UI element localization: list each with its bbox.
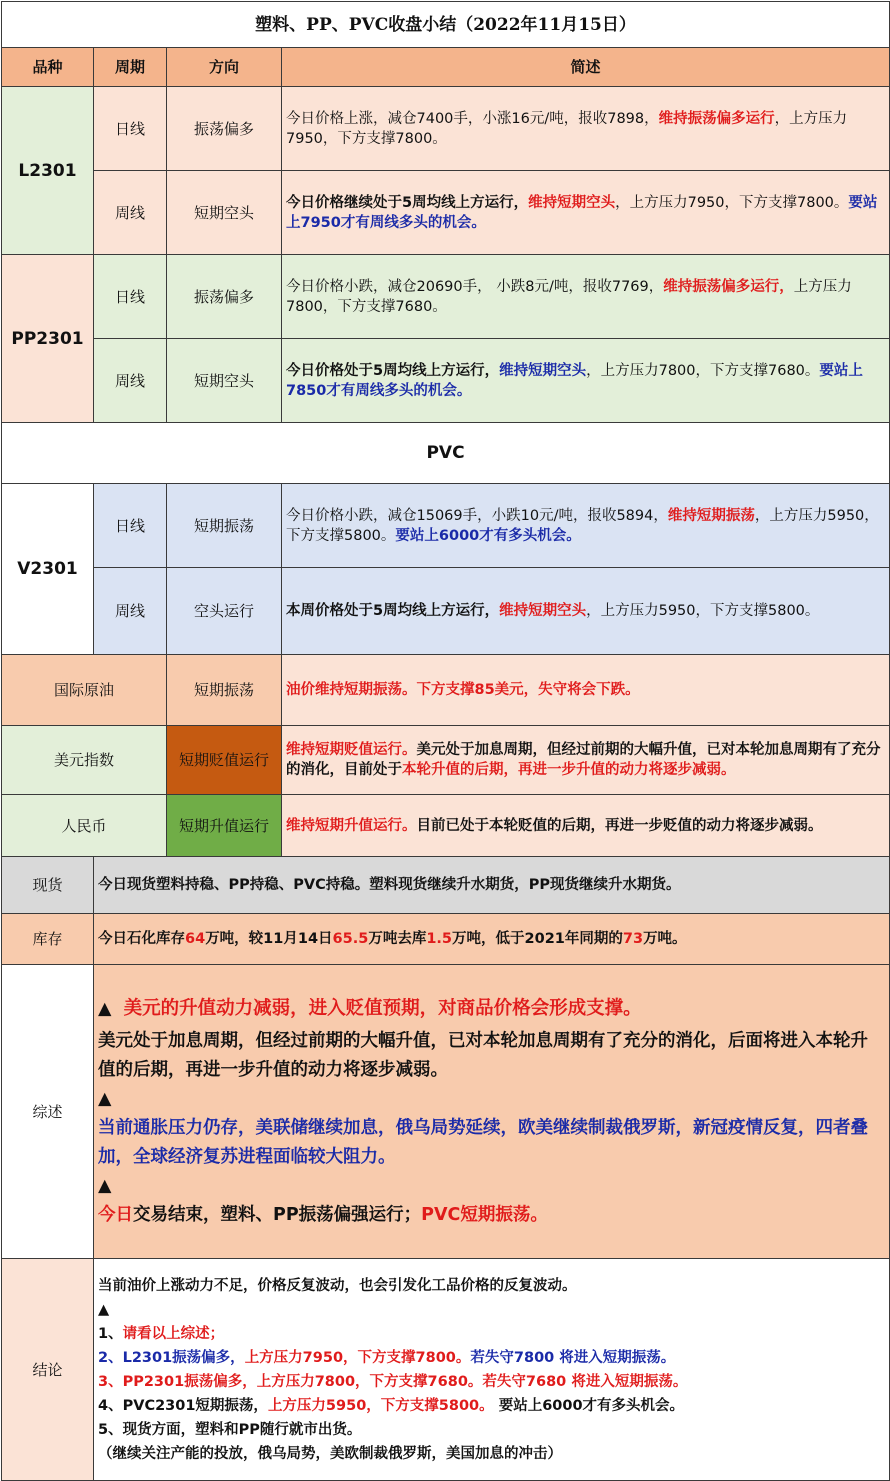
variety-pp2301: PP2301 (2, 255, 94, 423)
desc-text: ，上方压力5950，下方支撑5800。 (586, 603, 820, 619)
description-cell (282, 339, 890, 423)
desc-text: 今日价格继续处于5周均线上方运行， (286, 194, 529, 211)
desc-highlight: 油价维持短期振荡。下方支撑85美元，失守将会下跌。 (286, 682, 640, 698)
summary-para2: 当前通胀压力仍存，美联储继续加息，俄乌局势延续，欧美继续制裁俄罗斯，新冠疫情反复，四者叠加，全球经济复苏进程面临较大阻力。 (98, 1117, 868, 1167)
desc-text: 上方压力7800，下方支撑7680。 (286, 278, 852, 315)
inv-value: 64 (185, 931, 206, 947)
period-cell: 周线 (94, 339, 167, 423)
desc-highlight: 维持短期空头 (528, 194, 616, 211)
header-direction: 方向 (167, 48, 282, 87)
summary-para1: 美元处于加息周期，但经过前期的大幅升值，已对本轮加息周期有了充分的消化，后面将进入本轮升值的后期，再进一步升值的动力将逐步减弱。 (98, 1030, 868, 1080)
macro-usd-index: 美元指数 (2, 726, 167, 795)
page-title: 塑料、PP、PVC收盘小结（2022年11月15日） (2, 2, 890, 48)
item-text: 4、PVC2301短期振荡， (98, 1397, 268, 1414)
triangle-icon: ▲ (98, 1301, 110, 1318)
inv-value: 73 (622, 931, 644, 947)
description-cell (282, 795, 890, 857)
desc-note: 要站上7950才有周线多头的机会。 (286, 194, 878, 231)
direction-cell: 短期空头 (167, 171, 282, 255)
direction-cell: 短期振荡 (167, 655, 282, 726)
desc-text: 目前已处于本轮贬值的后期，再进一步贬值的动力将逐步减弱。 (416, 817, 823, 834)
description-cell (282, 726, 890, 795)
description-cell (282, 655, 890, 726)
conclusion-item-3: 3、PP2301振荡偏多，上方压力7800，下方支撑7680。若失守7680 将进入短期振荡。 (98, 1373, 688, 1390)
triangle-icon: ▲ (98, 1088, 112, 1109)
inv-text: 今日石化库存 (98, 931, 185, 947)
summary-label: 综述 (2, 965, 94, 1259)
desc-highlight: 本轮升值的后期，再进一步升值的动力将逐步减弱。 (402, 762, 736, 778)
desc-text: 美元处于加息周期，但经过前期的大幅升值，已对本轮加息周期有了充分的消化，目前处于 (286, 742, 881, 778)
header-variety: 品种 (2, 48, 94, 87)
summary-text (94, 965, 890, 1259)
conclusion-text (94, 1259, 890, 1481)
direction-cell: 短期贬值运行 (167, 726, 282, 795)
direction-cell: 短期空头 (167, 339, 282, 423)
inv-value: 65.5 (332, 931, 369, 947)
desc-note: 要站上6000才有多头机会。 (395, 527, 581, 544)
desc-highlight: 维持振荡偏多运行 (658, 110, 775, 127)
period-cell: 日线 (94, 255, 167, 339)
inv-text: 万吨。 (643, 931, 687, 947)
desc-text: ，上方压力7800，下方支撑7680。 (586, 362, 820, 379)
direction-cell: 短期振荡 (167, 484, 282, 568)
description-cell (282, 87, 890, 171)
inv-text: 万吨，较11月14日 (205, 931, 333, 947)
variety-l2301: L2301 (2, 87, 94, 255)
summary-table (1, 1, 890, 1481)
conclusion-label: 结论 (2, 1259, 94, 1481)
inventory-text (94, 914, 890, 965)
conclusion-intro: 当前油价上涨动力不足，价格反复波动，也会引发化工品价格的反复波动。 (98, 1277, 577, 1294)
desc-text: 本周价格处于5周均线上方运行， (286, 603, 500, 619)
spot-label: 现货 (2, 857, 94, 914)
header-period: 周期 (94, 48, 167, 87)
inventory-label: 库存 (2, 914, 94, 965)
today-text: 交易结束，塑料、PP振荡偏强运行； (133, 1204, 422, 1225)
description-cell (282, 171, 890, 255)
macro-crude-oil: 国际原油 (2, 655, 167, 726)
desc-highlight: 维持短期贬值运行。 (286, 742, 417, 758)
summary-headline (98, 994, 885, 1024)
desc-text: 今日价格上涨，减仓7400手，小涨16元/吨，报收7898， (286, 110, 659, 127)
desc-note: 要站上7850才有周线多头的机会。 (286, 362, 863, 399)
variety-v2301: V2301 (2, 484, 94, 655)
desc-highlight: 维持短期空头 (499, 362, 587, 379)
desc-text: ，上方压力7950，下方支撑7800。 (286, 110, 848, 147)
description-cell (282, 568, 890, 655)
item-text: 若失守7800 将进入短期振荡。 (470, 1349, 676, 1366)
item-text: 上方压力7950，下方支撑7800。 (244, 1349, 471, 1366)
desc-highlight: 维持短期升值运行。 (286, 817, 417, 834)
today-pvc: PVC短期振荡。 (421, 1204, 548, 1225)
period-cell: 周线 (94, 568, 167, 655)
spot-text: 今日现货塑料持稳、PP持稳、PVC持稳。塑料现货继续升水期货，PP现货继续升水期货。 (94, 857, 890, 914)
macro-rmb: 人民币 (2, 795, 167, 857)
conclusion-item-4 (98, 1394, 885, 1418)
item-number: 1、 (98, 1325, 123, 1342)
description-cell (282, 255, 890, 339)
desc-highlight: 维持短期振荡 (667, 507, 755, 524)
desc-highlight: 维持振荡偏多运行， (663, 278, 794, 295)
summary-headline-text: 美元的升值动力减弱，进入贬值预期，对商品价格会形成支撑。 (123, 997, 642, 1019)
desc-text: ，上方压力7950，下方支撑7800。 (615, 194, 849, 211)
inv-text: 万吨去库 (368, 931, 427, 947)
desc-text: 今日价格小跌，减仓20690手， 小跌8元/吨，报收7769， (286, 278, 664, 295)
desc-text: 今日价格处于5周均线上方运行， (286, 362, 500, 379)
conclusion-item-1 (98, 1322, 885, 1346)
period-cell: 日线 (94, 87, 167, 171)
today-label: 今日 (98, 1204, 133, 1225)
conclusion-item-2 (98, 1346, 885, 1370)
conclusion-item-5: 5、现货方面，塑料和PP随行就市出货。 (98, 1421, 362, 1438)
desc-text: ，上方压力5950，下方支撑5800。 (286, 507, 879, 544)
item-text: 2、L2301振荡偏多， (98, 1349, 245, 1366)
inv-value: 1.5 (426, 931, 453, 947)
pvc-section-title: PVC (2, 423, 890, 484)
desc-text: 今日价格小跌，减仓15069手，小跌10元/吨，报收5894， (286, 507, 668, 524)
item-text: 上方压力5950，下方支撑5800。 (267, 1397, 494, 1414)
direction-cell: 振荡偏多 (167, 255, 282, 339)
header-description: 简述 (282, 48, 890, 87)
conclusion-note: （继续关注产能的投放，俄乌局势，美欧制裁俄罗斯，美国加息的冲击） (98, 1445, 562, 1462)
inv-text: 万吨，低于2021年同期的 (452, 931, 623, 947)
desc-highlight: 维持短期空头 (499, 603, 587, 619)
direction-cell: 振荡偏多 (167, 87, 282, 171)
direction-cell: 空头运行 (167, 568, 282, 655)
item-text: 要站上6000才有多头机会。 (493, 1397, 685, 1414)
description-cell (282, 484, 890, 568)
direction-cell: 短期升值运行 (167, 795, 282, 857)
period-cell: 周线 (94, 171, 167, 255)
triangle-icon: ▲ (98, 1175, 112, 1196)
period-cell: 日线 (94, 484, 167, 568)
summary-today (98, 1201, 885, 1230)
triangle-icon: ▲ (98, 998, 112, 1019)
item-text: 请看以上综述； (122, 1325, 225, 1342)
